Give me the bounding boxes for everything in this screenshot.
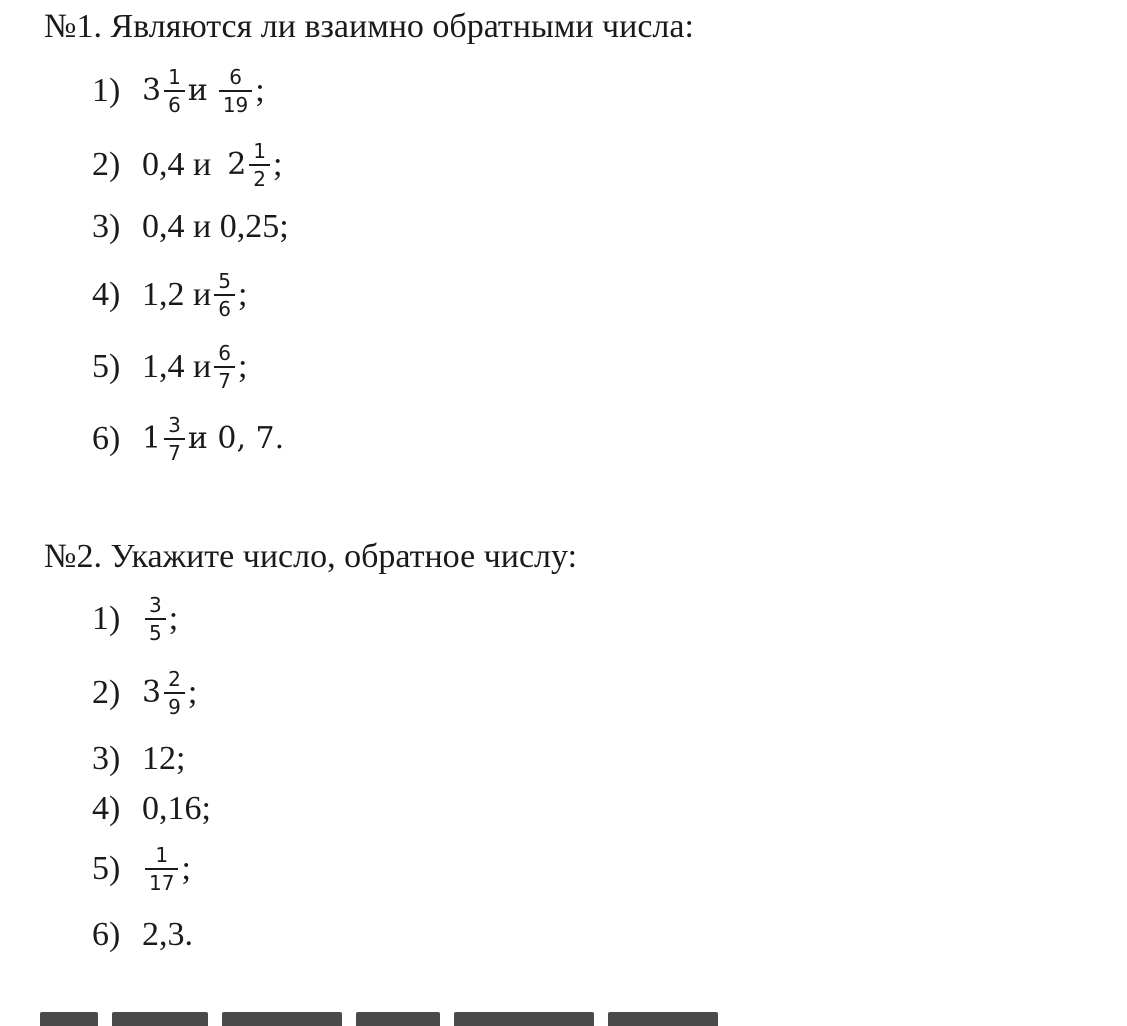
numerator: 1 [168,65,181,89]
item-number: 1) [92,72,121,109]
punctuation: ; [168,600,179,637]
denominator: 6 [164,90,185,116]
punctuation: ; [255,72,265,109]
numerator: 6 [218,341,231,365]
item-text: 0,4 и 0,25; [142,208,289,245]
fraction [164,668,185,718]
task1-item-5 [92,342,247,392]
item-number: 2) [92,146,121,183]
task1-item-1 [92,66,265,116]
fraction [214,270,235,320]
task2-heading: №2. Укажите число, обратное числу: [44,538,578,575]
denominator: 17 [145,868,178,894]
fraction [249,140,270,190]
fraction [145,594,166,644]
item-number: 4) [92,790,121,827]
item-text: 0,4 и [142,146,212,183]
fraction [164,66,185,116]
mixed-whole: 3 [142,73,162,108]
task1-item-4 [92,270,247,320]
item-number: 1) [92,600,121,637]
fraction [219,66,252,116]
punctuation: ; [237,348,248,385]
numerator: 1 [155,843,169,867]
denominator: 9 [164,692,185,718]
item-number: 5) [92,348,121,385]
task1-item-6 [92,414,284,464]
item-text: и 0, 7. [187,421,285,456]
fraction [145,844,178,894]
item-text: 1,4 и [142,348,212,385]
denominator: 2 [249,164,270,190]
task2-item-3 [92,742,185,776]
item-text: 0,16; [142,790,211,827]
numerator: 6 [229,65,242,89]
item-number: 2) [92,674,121,711]
mixed-whole: 3 [142,675,162,710]
item-number: 3) [92,208,121,245]
denominator: 6 [214,294,235,320]
task2-item-2 [92,668,197,718]
mixed-whole: 2 [227,147,247,182]
numerator: 3 [149,593,162,617]
task1-heading: №1. Являются ли взаимно обратными числа: [44,8,694,45]
denominator: 7 [214,366,235,392]
fraction [214,342,235,392]
item-number: 6) [92,420,121,457]
item-text: 1,2 и [142,276,212,313]
item-number: 5) [92,850,121,887]
punctuation: ; [181,850,191,887]
item-number: 3) [92,740,121,777]
denominator: 5 [145,618,166,644]
item-text: 12; [142,740,186,777]
task2-item-6 [92,918,193,952]
task1-item-2 [92,140,282,190]
cropped-next-line [40,1012,800,1026]
numerator: 1 [253,139,267,163]
task2-item-1 [92,594,178,644]
denominator: 19 [219,90,252,116]
item-number: 4) [92,276,121,313]
item-number: 6) [92,916,121,953]
mixed-whole: 1 [142,421,162,456]
task1-item-3 [92,210,289,244]
denominator: 7 [164,438,185,464]
punctuation: ; [237,276,248,313]
punctuation: ; [187,674,198,711]
task2-item-5 [92,844,191,894]
punctuation: ; [273,146,283,183]
task2-item-4 [92,792,211,826]
conjunction: и [187,73,208,108]
numerator: 2 [168,667,181,691]
numerator: 5 [218,269,231,293]
numerator: 3 [168,413,181,437]
fraction [164,414,185,464]
item-text: 2,3. [142,916,193,953]
